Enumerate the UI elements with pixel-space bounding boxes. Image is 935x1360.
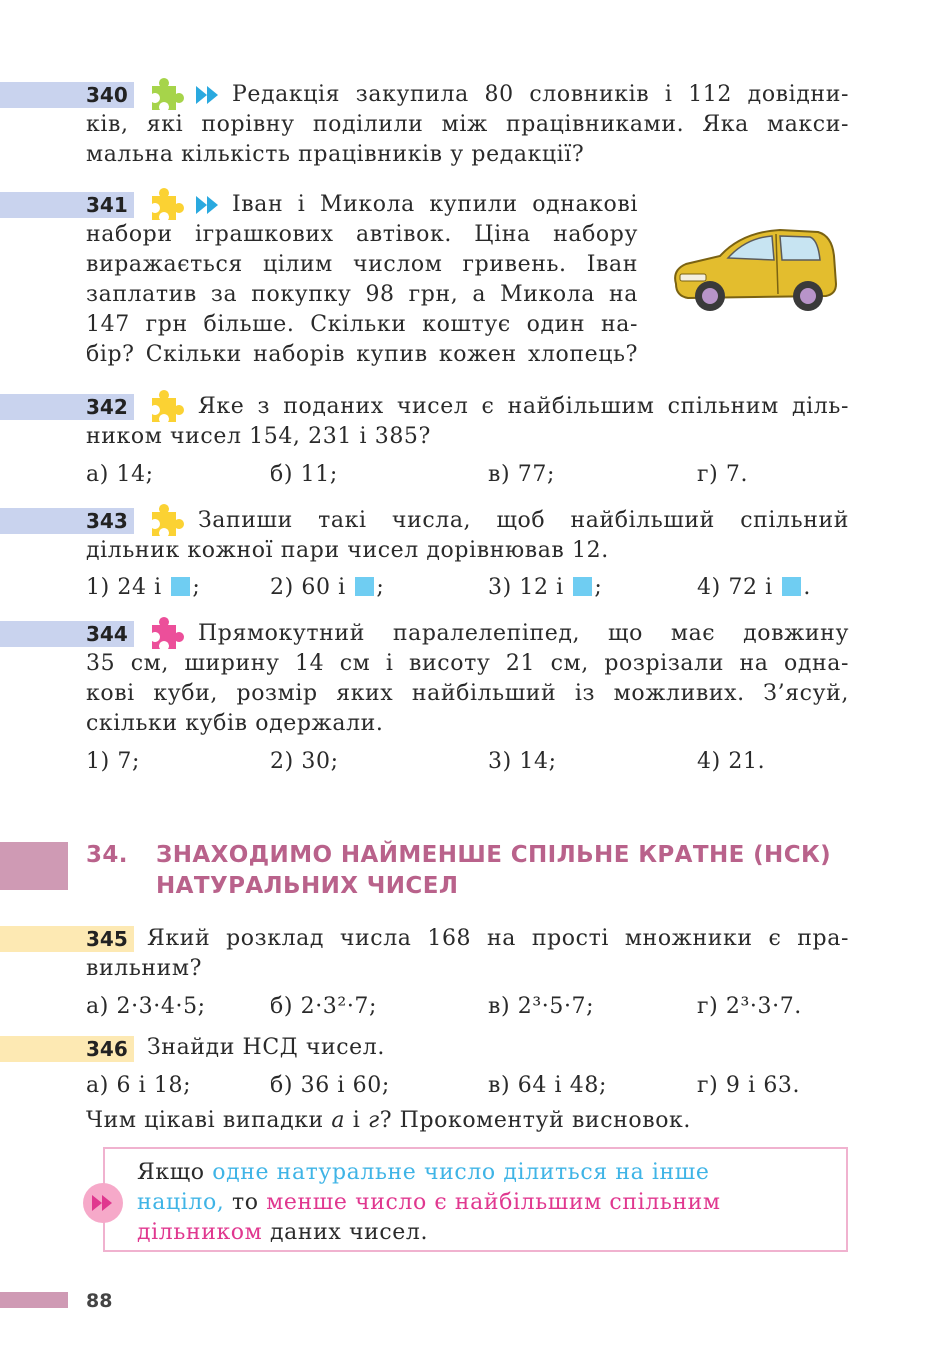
answer-option: 2) 30; (270, 749, 339, 774)
answer-option: в) 2³·5·7; (488, 994, 595, 1019)
blank-box (171, 577, 190, 596)
exercise-341-line-1: Іван і Микола купили однакові (232, 192, 638, 217)
answer-option: а) 2·3·4·5; (86, 994, 206, 1019)
puzzle-icon (146, 186, 186, 224)
section-title-line-1: ЗНАХОДИМО НАЙМЕНШЕ СПІЛЬНЕ КРАТНЕ (НСК) (156, 842, 832, 868)
section-title-line-2: НАТУРАЛЬНИХ ЧИСЕЛ (156, 873, 459, 899)
answer-option: г) 9 і 63. (697, 1073, 801, 1098)
exercise-340-line-3: мальна кількість працівників у редакції? (86, 142, 585, 167)
exercise-346-followup: Чим цікаві випадки а і г? Прокоментуй висновок. (86, 1108, 692, 1133)
exercise-342-line-1: Яке з поданих чисел є найбільшим спільним діль- (198, 394, 849, 419)
exercise-343-line-1: Запиши такі числа, щоб найбільший спільний (198, 508, 849, 533)
exercise-344-line-4: скільки кубів одержали. (86, 711, 384, 736)
exercise-345-line-1: Який розклад числа 168 на прості множники є пра- (147, 926, 849, 951)
exercise-number: 343 (86, 509, 128, 533)
blank-box (573, 577, 592, 596)
exercise-number: 341 (86, 193, 128, 217)
exercise-341-line-5: 147 грн більше. Скільки коштує один на- (86, 312, 638, 337)
exercise-340-line-1: Редакція закупила 80 словників і 112 довідни- (232, 82, 849, 107)
section-title (86, 840, 831, 902)
answer-option: а) 14; (86, 462, 154, 487)
exercise-344-line-3: кові куби, розмір яких найбільший із можливих. З’ясуй, (86, 681, 849, 706)
answer-option: 1) 7; (86, 749, 140, 774)
answer-option: 2) 60 і ; (270, 575, 385, 600)
puzzle-icon (146, 615, 186, 653)
answer-option: г) 2³·3·7. (697, 994, 802, 1019)
fast-forward-icon (196, 196, 220, 214)
answer-option: а) 6 і 18; (86, 1073, 192, 1098)
page-number-marker (0, 1292, 68, 1308)
exercise-341-line-2: набори іграшкових автівок. Ціна набору (86, 222, 638, 247)
exercise-346-line-1: Знайди НСД чисел. (147, 1035, 385, 1060)
puzzle-icon (146, 388, 186, 426)
puzzle-icon (146, 76, 186, 114)
exercise-344-line-1: Прямокутний паралелепіпед, що має довжину (198, 621, 849, 646)
answer-option: 1) 24 і ; (86, 575, 201, 600)
section-number: 34. (86, 842, 128, 868)
blank-box (355, 577, 374, 596)
answer-option: в) 64 і 48; (488, 1073, 607, 1098)
exercise-340-line-2: ків, які порівну поділили між працівниками. Яка макси- (86, 112, 849, 137)
exercise-341-line-4: заплатив за покупку 98 грн, а Микола на (86, 282, 638, 307)
exercise-number: 345 (86, 927, 128, 951)
answer-option: б) 11; (270, 462, 338, 487)
exercise-345-line-2: вильним? (86, 956, 203, 981)
exercise-number: 342 (86, 395, 128, 419)
page-number: 88 (86, 1290, 113, 1312)
exercise-number: 346 (86, 1037, 128, 1061)
answer-option: 4) 21. (697, 749, 766, 774)
exercise-number: 340 (86, 83, 128, 107)
exercise-number: 344 (86, 622, 128, 646)
exercise-342-line-2: ником чисел 154, 231 і 385? (86, 424, 431, 449)
answer-option: 3) 12 і ; (488, 575, 603, 600)
puzzle-icon (146, 502, 186, 540)
car-illustration (668, 222, 840, 318)
fast-forward-icon (196, 86, 220, 104)
exercise-341-line-3: виражається цілим числом гривень. Іван (86, 252, 638, 277)
exercise-341-line-6: бір? Скільки наборів купив кожен хлопець? (86, 342, 638, 367)
answer-option: 4) 72 і . (697, 575, 811, 600)
fast-forward-icon (82, 1182, 124, 1224)
section-marker (0, 842, 68, 890)
answer-option: б) 36 і 60; (270, 1073, 390, 1098)
answer-option: в) 77; (488, 462, 555, 487)
exercise-343-line-2: дільник кожної пари чисел дорівнював 12. (86, 538, 609, 563)
blank-box (782, 577, 801, 596)
answer-option: г) 7. (697, 462, 749, 487)
answer-option: б) 2·3²·7; (270, 994, 378, 1019)
answer-option: 3) 14; (488, 749, 557, 774)
rule-text: Якщо одне натуральне число ділиться на інше націло, то менше число є найбільшим спільним дільником даних чисел. (137, 1160, 721, 1245)
exercise-344-line-2: 35 см, ширину 14 см і висоту 21 см, розрізали на одна- (86, 651, 849, 676)
